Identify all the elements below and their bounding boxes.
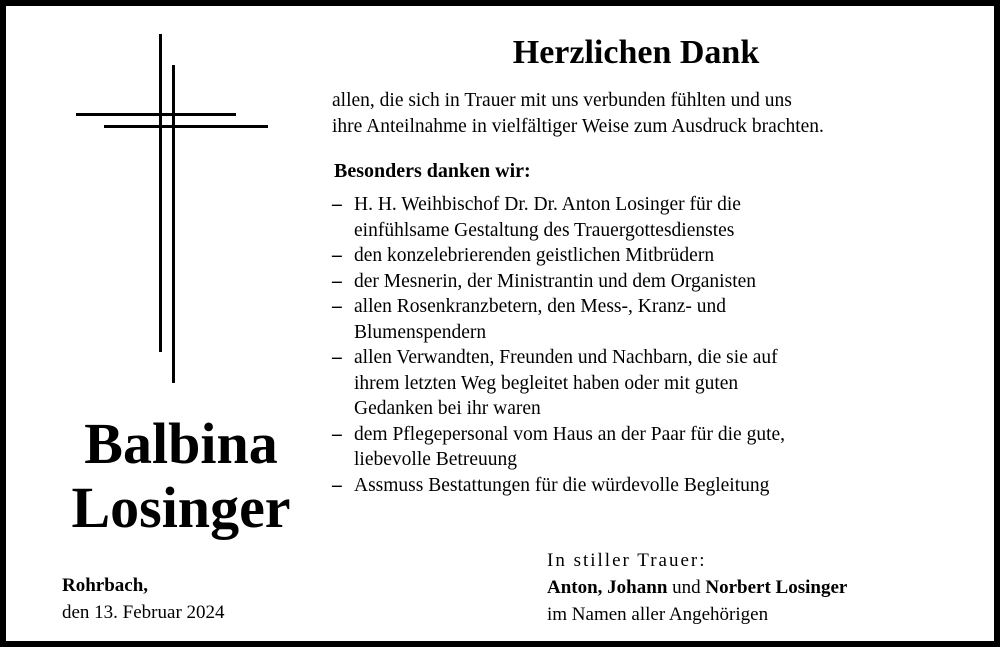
bullet-dash: – bbox=[332, 423, 342, 445]
mourner-names-2: Norbert Losinger bbox=[705, 577, 848, 598]
thanks-item-line: allen Rosenkranzbetern, den Mess-, Kranz- und bbox=[354, 296, 726, 317]
thanks-heading: Besonders danken wir: bbox=[334, 160, 531, 182]
deceased-last-name: Losinger bbox=[71, 475, 291, 540]
bullet-dash: – bbox=[332, 245, 342, 266]
mourners-line bbox=[547, 574, 847, 601]
bullet-dash: – bbox=[332, 347, 342, 368]
intro-line: allen, die sich in Trauer mit uns verbunden fühlten und uns bbox=[332, 90, 792, 111]
thanks-item bbox=[332, 294, 972, 345]
place-town: Rohrbach, bbox=[62, 575, 149, 596]
thanks-item-line: liebevolle Betreuung bbox=[354, 449, 517, 470]
mourner-connector: und bbox=[672, 577, 701, 598]
intro-text bbox=[332, 88, 992, 140]
bullet-dash: – bbox=[332, 296, 342, 317]
thanks-item bbox=[332, 422, 972, 473]
family-line: im Namen aller Angehörigen bbox=[547, 604, 769, 625]
thanks-list bbox=[332, 192, 972, 498]
bullet-dash: – bbox=[332, 194, 342, 215]
thanks-item-line: Assmuss Bestattungen für die würdevolle Begleitung bbox=[354, 474, 770, 496]
intro-line: ihre Anteilnahme in vielfältiger Weise zum Ausdruck brachten. bbox=[332, 116, 824, 137]
bullet-dash: – bbox=[332, 474, 342, 496]
mourning-line: In stiller Trauer: bbox=[547, 550, 707, 571]
signature-block bbox=[547, 547, 847, 628]
bullet-dash: – bbox=[332, 270, 342, 292]
place-date bbox=[62, 572, 225, 626]
thanks-item-line: ihrem letzten Weg begleitet haben oder mit guten bbox=[354, 372, 739, 394]
thanks-item bbox=[332, 473, 972, 499]
thanks-item-line: dem Pflegepersonal vom Haus an der Paar für die gute, bbox=[354, 423, 786, 445]
deceased-first-name: Balbina bbox=[84, 411, 278, 476]
thanks-item-line: den konzelebrierenden geistlichen Mitbrüdern bbox=[354, 245, 715, 266]
thanks-item bbox=[332, 192, 972, 243]
thanks-item-line: Gedanken bei ihr waren bbox=[354, 398, 541, 419]
thanks-item-line: H. H. Weihbischof Dr. Dr. Anton Losinger für die bbox=[354, 194, 741, 215]
mourner-names-1: Anton, Johann bbox=[547, 577, 668, 598]
thanks-item bbox=[332, 269, 972, 295]
place-date-text: den 13. Februar 2024 bbox=[62, 602, 225, 623]
thanks-item-line: allen Verwandten, Freunden und Nachbarn, die sie auf bbox=[354, 347, 778, 368]
thanks-item-line: einfühlsame Gestaltung des Trauergottesdienstes bbox=[354, 219, 735, 241]
thanks-item bbox=[332, 243, 972, 269]
page-title: Herzlichen Dank bbox=[512, 34, 760, 71]
thanks-item-line: der Mesnerin, der Ministrantin und dem Organisten bbox=[354, 270, 757, 292]
thanks-item-line: Blumenspendern bbox=[354, 321, 487, 343]
thanks-item bbox=[332, 345, 972, 422]
deceased-name bbox=[46, 412, 316, 540]
